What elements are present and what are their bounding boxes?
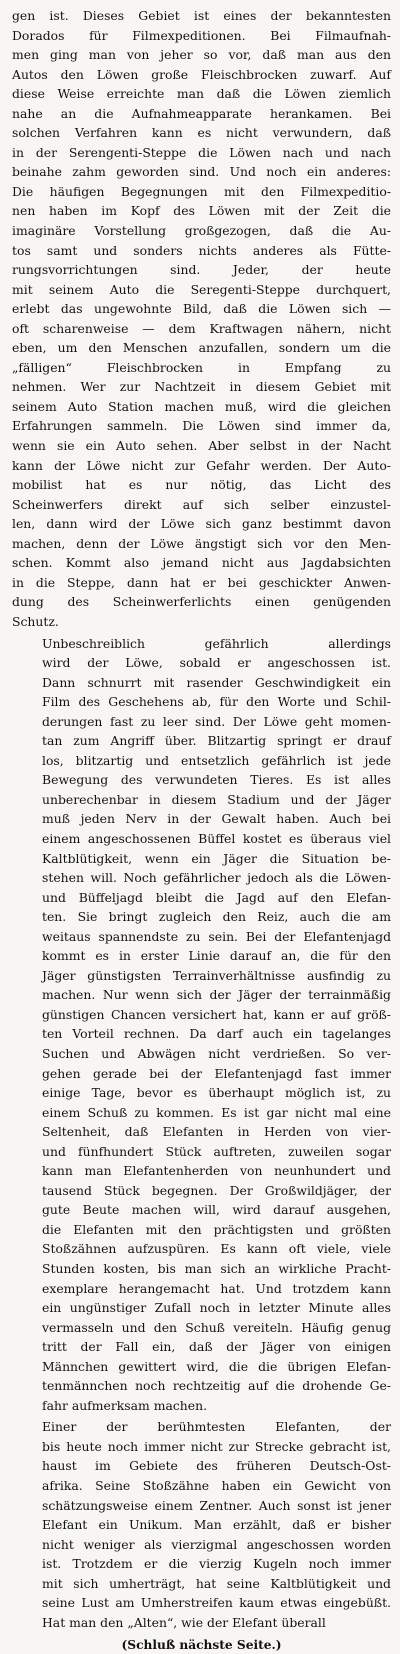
text-line: Kaltblütigkeit, wenn ein Jäger die Situation be- [42,850,391,866]
text-line: nicht weniger als vierzigmal angeschossen worden [42,1536,391,1552]
text-line: und fünfhundert Stück auftreten, zuweilen sogar [42,1143,391,1159]
text-line: tausend Stück begegnen. Der Großwildjäger, der [42,1182,391,1198]
text-line: unberechenbar in diesem Stadium und der Jäger [42,791,391,807]
text-line: schätzungsweise einem Zentner. Auch sonst ist jener [42,1497,391,1513]
text-line: solchen Verfahren kann es nicht verwundern, daß [12,125,391,141]
text-line: Film des Geschehens ab, für den Worte und Schil- [42,694,391,710]
text-line: ten. Sie bringt zugleich den Reiz, auch die am [42,909,391,925]
text-line: nen haben im Kopf des Löwen mit der Zeit die [12,203,391,219]
text-line: oft scharenweise — dem Kraftwagen nähern, nicht [12,320,391,336]
article-column [12,6,391,1632]
text-line: ten Vorteil rechnen. Da darf auch ein tagelanges [42,1026,391,1042]
text-line: Erfahrungen sammeln. Die Löwen sind immer da, [12,418,391,434]
text-line: schen. Kommt also jemand nicht aus Jagdabsichten [12,555,391,571]
text-line: Stoßzähnen aufzuspüren. Es kann oft viele, viele [42,1241,391,1257]
article-paragraph [12,634,391,1416]
text-line: Elefant ein Unikum. Man erzählt, daß er bisher [42,1517,391,1533]
text-line: tos samt und sonders nichts anderes als Fütte- [12,242,391,258]
text-line: Männchen gewittert wird, die die übrigen Elefan- [42,1358,391,1374]
text-line: imaginäre Vorstellung großgezogen, daß die Au- [12,223,391,239]
text-line: Scheinwerfers direkt auf sich selber einzustel- [12,496,391,512]
text-line: Autos den Löwen große Fleischbrocken zuwarf. Auf [12,66,391,82]
article-paragraph [12,1417,391,1632]
text-line: Suchen und Abwägen nicht verdrießen. So ver- [42,1045,391,1061]
text-line: los, blitzartig und entsetzlich gefährlich ist jede [42,752,391,768]
text-line: Die häufigen Begegnungen mit den Filmexpeditio- [12,183,391,199]
text-line: wenn sie ein Auto sehen. Aber selbst in der Nacht [12,438,391,454]
text-line: in der Serengenti-Steppe die Löwen nach und nach [12,144,391,160]
text-line: Jäger günstigsten Terrainverhältnisse ausfindig zu [42,967,391,983]
text-line: len, dann wird der Löwe sich ganz bestimmt davon [12,516,391,532]
text-line: tritt der Fall ein, daß der Jäger von einigen [42,1339,391,1355]
text-line: und Büffeljagd bleibt die Jagd auf den Elefan- [42,889,391,905]
text-line: eben, um den Menschen anzufallen, sondern um die [12,340,391,356]
text-line: einem angeschossenen Büffel kostet es überaus viel [42,830,391,846]
text-line: rungsvorrichtungen sind. Jeder, der heute [12,262,391,278]
text-line: muß jeden Nerv in der Gewalt haben. Auch bei [42,811,391,827]
text-line: Dann schnurrt mit rasender Geschwindigkeit ein [42,674,391,690]
text-line: kommt es in erster Linie darauf an, die für den [42,948,391,964]
text-line: gehen gerade bei der Elefantenjagd fast immer [42,1065,391,1081]
text-line: „fälligen“ Fleischbrocken in Empfang zu [12,359,391,375]
text-line: weitaus spannendste zu sein. Bei der Elefantenjagd [42,928,391,944]
text-line: Einer der berühmtesten Elefanten, der [42,1419,391,1435]
text-line: mit sich umherträgt, hat seine Kaltblütigkeit und [42,1575,391,1591]
text-line: bis heute noch immer nicht zur Strecke gebracht ist, [42,1438,391,1454]
text-line: ist. Trotzdem er die vierzig Kugeln noch immer [42,1556,391,1572]
text-line: Bewegung des verwundeten Tieres. Es ist alles [42,772,391,788]
text-line: Schutz. [12,613,59,629]
text-line: tenmännchen noch rechtzeitig auf die drohende Ge- [42,1378,391,1394]
text-line: diese Weise erreichte man daß die Löwen ziemlich [12,86,391,102]
text-line: stehen will. Noch gefährlicher jedoch als die Löwen- [42,870,391,886]
text-line: einige Tage, bevor es überhaupt möglich ist, zu [42,1085,391,1101]
text-line: afrika. Seine Stoßzähne haben ein Gewicht von [42,1478,391,1494]
text-line: ein ungünstiger Zufall noch in letzter Minute alles [42,1300,391,1316]
text-line: nahe an die Aufnahmeapparate herankamen. Bei [12,105,391,121]
text-line: exemplare herangemacht hat. Und trotzdem kann [42,1280,391,1296]
text-line: machen. Nur wenn sich der Jäger der terrainmäßig [42,987,391,1003]
continuation-note: (Schluß nächste Seite.) [121,1638,282,1653]
text-line: Hat man den „Alten“, wie der Elefant überall [42,1614,326,1630]
text-line: in die Steppe, dann hat er bei geschickter Anwen- [12,574,391,590]
text-line: erlebt das ungewohnte Bild, daß die Löwen sich — [12,301,391,317]
text-line: fahr aufmerksam machen. [42,1397,208,1413]
text-line: gen ist. Dieses Gebiet ist eines der bekanntesten [12,8,391,23]
text-line: wird der Löwe, sobald er angeschossen ist. [42,655,391,671]
text-line: Dorados für Filmexpeditionen. Bei Filmaufnah- [12,27,391,43]
article-paragraph [12,6,391,632]
text-line: seine Lust am Umherstreifen kaum etwas eingebüßt. [42,1595,391,1611]
text-line: men ging man von jeher so vor, daß man aus den [12,47,391,63]
text-line: dung des Scheinwerferlichts einen genügenden [12,594,391,610]
text-line: kann man Elefantenherden von neunhundert und [42,1163,391,1179]
text-line: Stunden kosten, bis man sich an wirkliche Pracht- [42,1261,391,1276]
text-line: tan zum Angriff über. Blitzartig springt er drauf [42,733,391,749]
text-line: nehmen. Wer zur Nachtzeit in diesem Gebiet mit [12,379,391,395]
text-line: vermasseln und den Schuß vereiteln. Häufig genug [42,1319,391,1335]
text-line: günstigen Chancen versichert hat, kann er auf größ- [42,1006,391,1022]
text-line: derungen fast zu leer sind. Der Löwe geht momen- [42,713,391,729]
text-line: machen, denn der Löwe ängstigt sich vor den Men- [12,535,391,551]
text-line: mit seinem Auto die Seregenti-Steppe durchquert, [12,281,391,297]
text-line: Seltenheit, daß Elefanten in Herden von vier- [42,1124,391,1140]
text-line: haust im Gebiete des früheren Deutsch-Ost- [42,1458,391,1474]
text-line: mobilist hat es nur nötig, das Licht des [12,477,391,493]
text-line: kann der Löwe nicht zur Gefahr werden. Der Auto- [12,457,391,473]
text-line: seinem Auto Station machen muß, wird die gleichen [12,398,391,414]
text-line: die Elefanten mit den prächtigsten und größten [42,1221,391,1237]
text-line: beinahe zahm geworden sind. Und noch ein anderes: [12,164,391,180]
text-line: Unbeschreiblich gefährlich allerdings [42,635,391,651]
text-line: einem Schuß zu kommen. Es ist gar nicht mal eine [42,1104,391,1120]
text-line: gute Beute machen will, wird darauf ausgehen, [42,1202,391,1218]
